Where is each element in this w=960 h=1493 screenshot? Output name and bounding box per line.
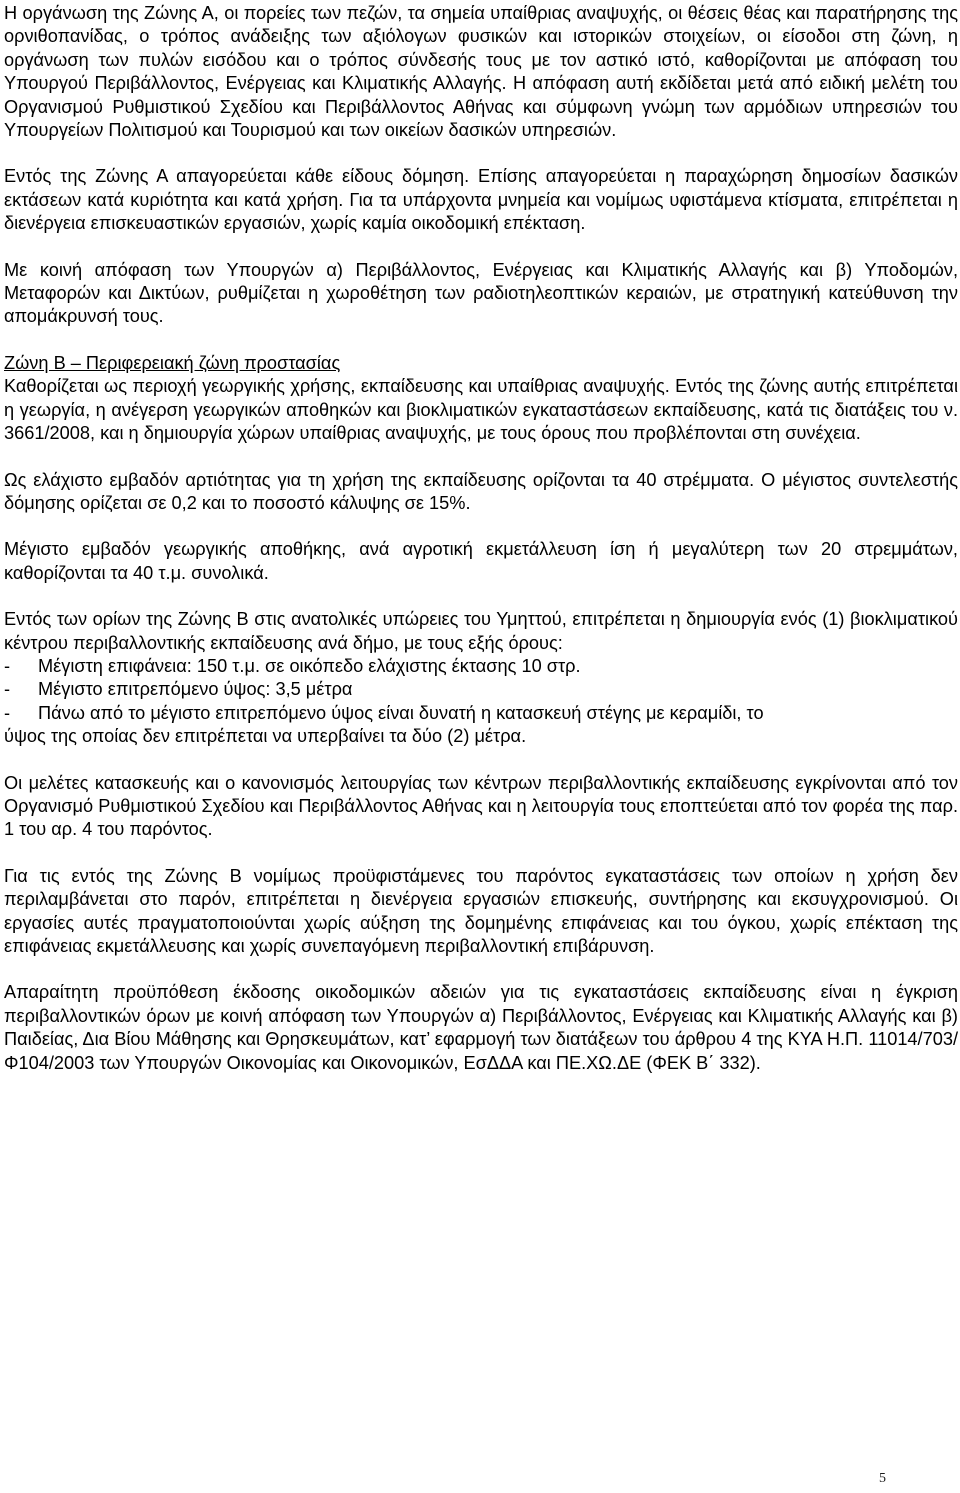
- zone-b-heading: Ζώνη Β – Περιφερειακή ζώνη προστασίας: [4, 352, 341, 373]
- page-number: 5: [879, 1471, 886, 1486]
- list-item-text: Πάνω από το μέγιστο επιτρεπόμενο ύψος είναι δυνατή η κατασκευή στέγης με κεραμίδι, το: [38, 702, 764, 723]
- list-item-continuation: ύψος της οποίας δεν επιτρέπεται να υπερβαίνει τα δύο (2) μέτρα.: [4, 726, 527, 747]
- paragraph-zone-b-definition: Καθορίζεται ως περιοχή γεωργικής χρήσης, εκπαίδευσης και υπαίθριας αναψυχής. Εντός της ζώνης αυτής επιτρέπεται η γεωργία, η ανέγερση γεωργικών αποθηκών και βιοκλιματικών εγκαταστάσεων εκπαίδευσης, κατά τις διατάξεις του ν. 3661/2008, και η δημιουργία χώρων υπαίθριας αναψυχής, με τους όρους που προβλέπονται στη συνέχεια.: [4, 376, 958, 444]
- paragraph-zone-a-organization: Η οργάνωση της Ζώνης Α, οι πορείες των πεζών, τα σημεία υπαίθριας αναψυχής, οι θέσεις θέας και παρατήρησης της ορνιθοπανίδας, ο τρόπος ανάδειξης των αξιόλογων φυσικών και ιστορικών στοιχείων, οι είσοδοι στη ζώνη, η οργάνωση των πυλών εισόδου και ο τρόπος σύνδεσής τους με τον αστικό ιστό, καθορίζονται με απόφαση του Υπουργού Περιβάλλοντος, Ενέργειας και Κλιματικής Αλλαγής. Η απόφαση αυτή εκδίδεται μετά από ειδική μελέτη του Οργανισμού Ρυθμιστικού Σχεδίου και Περιβάλλοντος Αθήνας και σύμφωνη γνώμη των αρμόδιων υπηρεσιών του Υπουργείων Πολιτισμού και Τουρισμού και των οικείων δασικών υπηρεσιών.: [4, 3, 958, 141]
- paragraph-education-center: Εντός των ορίων της Ζώνης Β στις ανατολικές υπώρειες του Υμηττού, επιτρέπεται η δημιουργία ενός (1) βιοκλιματικού κέντρου περιβαλλοντικής εκπαίδευσης ανά δήμο, με τους εξής όρους:: [4, 609, 958, 653]
- paragraph-min-area: Ως ελάχιστο εμβαδόν αρτιότητας για τη χρήση της εκπαίδευσης ορίζονται τα 40 στρέμματα. Ο μέγιστος συντελεστής δόμησης ορίζεται σε 0,2 και το ποσοστό κάλυψης σε 15%.: [4, 469, 958, 513]
- paragraph-permits-prerequisite: Απαραίτητη προϋπόθεση έκδοσης οικοδομικών αδειών για τις εγκαταστάσεις εκπαίδευσης είναι η έγκριση περιβαλλοντικών όρων με κοινή απόφαση των Υπουργών α) Περιβάλλοντος, Ενέργειας και Κλιματικής Αλλαγής και β) Παιδείας, Δια Βίου Μάθησης και Θρησκευμάτων, κατ’ εφαρμογή των διατάξεων του άρθρου 4 της ΚΥΑ Η.Π. 11014/703/Φ104/2003 των Υπουργών Οικονομίας και Οικονομικών, ΕσΔΔΑ και ΠΕ.ΧΩ.ΔΕ (ΦΕΚ Β΄ 332).: [4, 982, 958, 1073]
- paragraph-warehouse-area: Μέγιστο εμβαδόν γεωργικής αποθήκης, ανά αγροτική εκμετάλλευση ίση ή μεγαλύτερη των 20 στρεμμάτων, καθορίζονται τα 40 τ.μ. συνολικά.: [4, 539, 958, 583]
- paragraph-antennas: Με κοινή απόφαση των Υπουργών α) Περιβάλλοντος, Ενέργειας και Κλιματικής Αλλαγής και β) Υποδομών, Μεταφορών και Δικτύων, ρυθμίζεται η χωροθέτηση των ραδιοτηλεοπτικών κεραιών, με στρατηγική κατεύθυνση την απομάκρυνσή τους.: [4, 259, 958, 327]
- document-page: [4, 2, 958, 1075]
- list-dash: -: [4, 655, 11, 676]
- list-item: [4, 655, 958, 678]
- list-item-text: Μέγιστη επιφάνεια: 150 τ.μ. σε οικόπεδο ελάχιστης έκτασης 10 στρ.: [38, 655, 581, 676]
- paragraph-zone-a-building-ban: Εντός της Ζώνης Α απαγορεύεται κάθε είδους δόμηση. Επίσης απαγορεύεται η παραχώρηση δημοσίων δασικών εκτάσεων κατά κυριότητα και κατά χρήση. Για τα υπάρχοντα μνημεία και νομίμως υφιστάμενα κτίσματα, επιτρέπεται η διενέργεια επισκευαστικών εργασιών, χωρίς καμία οικοδομική επέκταση.: [4, 166, 958, 234]
- list-item: [4, 678, 958, 701]
- paragraph-existing-facilities: Για τις εντός της Ζώνης Β νομίμως προϋφιστάμενες του παρόντος εγκαταστάσεις των οποίων η χρήση δεν περιλαμβάνεται στο παρόν, επιτρέπεται η διενέργεια εργασιών επισκευής, συντήρησης και εκσυγχρονισμού. Οι εργασίες αυτές πραγματοποιούνται χωρίς αύξηση της δομημένης επιφάνειας και του όγκου, χωρίς επέκταση της επιφάνειας εκμετάλλευσης και χωρίς συνεπαγόμενη περιβαλλοντική επιβάρυνση.: [4, 865, 958, 956]
- conditions-list: [4, 655, 958, 749]
- list-dash: -: [4, 679, 11, 700]
- list-item: [4, 702, 958, 725]
- list-dash: -: [4, 702, 11, 723]
- paragraph-studies-approval: Οι μελέτες κατασκευής και ο κανονισμός λειτουργίας των κέντρων περιβαλλοντικής εκπαίδευσης εγκρίνονται από τον Οργανισμό Ρυθμιστικού Σχεδίου και Περιβάλλοντος Αθήνας και η λειτουργία τους εποπτεύεται από τον φορέα της παρ. 1 του αρ. 4 του παρόντος.: [4, 772, 958, 840]
- list-item-text: Μέγιστο επιτρεπόμενο ύψος: 3,5 μέτρα: [38, 679, 353, 700]
